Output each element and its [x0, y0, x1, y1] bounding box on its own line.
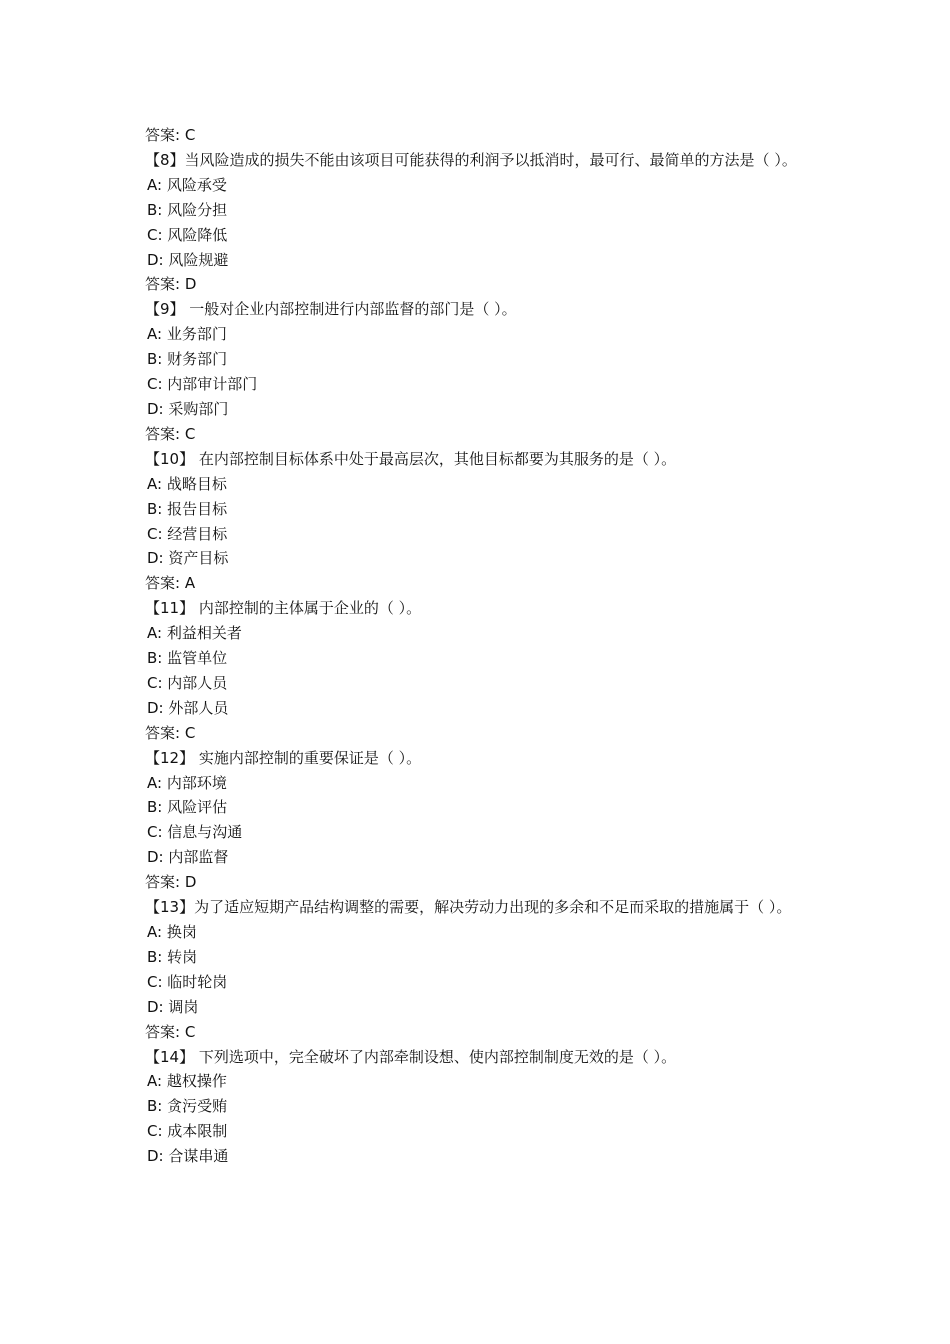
answer-option: C: 风险降低 [147, 225, 228, 244]
question-block [145, 148, 815, 297]
answer-option: D: 资产目标 [147, 549, 229, 568]
answer-option: A: 内部环境 [147, 773, 227, 792]
answer-option: D: 合谋串通 [147, 1147, 229, 1166]
answer-option: A: 利益相关者 [147, 624, 242, 643]
question-block [145, 1045, 815, 1170]
answer-line: 答案: D [145, 275, 197, 294]
answer-option: C: 内部人员 [147, 673, 228, 692]
answer-option: A: 风险承受 [147, 175, 227, 194]
answer-line: 答案: C [145, 723, 196, 742]
answer-option: D: 内部监督 [147, 848, 229, 867]
answer-option: C: 临时轮岗 [147, 972, 228, 991]
document-page [145, 123, 815, 1169]
answer-option: B: 财务部门 [147, 350, 228, 369]
answer-option: C: 信息与沟通 [147, 823, 243, 842]
answer-option: A: 业务部门 [147, 325, 227, 344]
answer-line: 答案: A [145, 574, 196, 593]
answer-option: A: 换岗 [147, 923, 197, 941]
answer-option: B: 风险评估 [147, 798, 228, 817]
answer-option: A: 战略目标 [147, 474, 227, 493]
question-stem: 【10】 在内部控制目标体系中处于最高层次，其他目标都要为其服务的是（ ）。 [145, 449, 677, 468]
answer-option: A: 越权操作 [147, 1072, 227, 1091]
answer-line: 答案: C [145, 424, 196, 443]
answer-option: B: 风险分担 [147, 200, 228, 219]
question-block [145, 297, 815, 446]
question-stem: 【11】 内部控制的主体属于企业的（ ）。 [145, 599, 422, 618]
answer-option: D: 调岗 [147, 997, 199, 1016]
answer-option: D: 采购部门 [147, 399, 229, 418]
question-stem: 【12】 实施内部控制的重要保证是（ ）。 [145, 748, 422, 767]
answer-option: B: 转岗 [147, 947, 198, 966]
answer-line: 答案: C [145, 126, 196, 144]
answer-option: D: 外部人员 [147, 698, 229, 717]
question-stem: 【14】 下列选项中，完全破坏了内部牵制设想、使内部控制制度无效的是（ ）。 [145, 1047, 677, 1066]
answer-option: B: 报告目标 [147, 499, 228, 518]
answer-line: 答案: D [145, 873, 197, 892]
question-block [145, 596, 815, 745]
question-block [145, 746, 815, 895]
question-stem: 【13】为了适应短期产品结构调整的需要，解决劳动力出现的多余和不足而采取的措施属于（ ）。 [145, 898, 792, 917]
answer-option: B: 贪污受贿 [147, 1097, 228, 1116]
answer-option: C: 经营目标 [147, 524, 228, 543]
question-stem: 【8】当风险造成的损失不能由该项目可能获得的利润予以抵消时，最可行、最简单的方法是（ ）。 [145, 150, 797, 169]
question-list [145, 148, 815, 1169]
answer-option: D: 风险规避 [147, 250, 229, 269]
question-stem: 【9】 一般对企业内部控制进行内部监督的部门是（ ）。 [145, 300, 517, 319]
question-block [145, 447, 815, 596]
answer-line: 答案: C [145, 1022, 196, 1041]
answer-option: C: 内部审计部门 [147, 375, 258, 394]
answer-option: B: 监管单位 [147, 649, 228, 668]
answer-option: C: 成本限制 [147, 1122, 228, 1141]
question-block [145, 895, 815, 1044]
